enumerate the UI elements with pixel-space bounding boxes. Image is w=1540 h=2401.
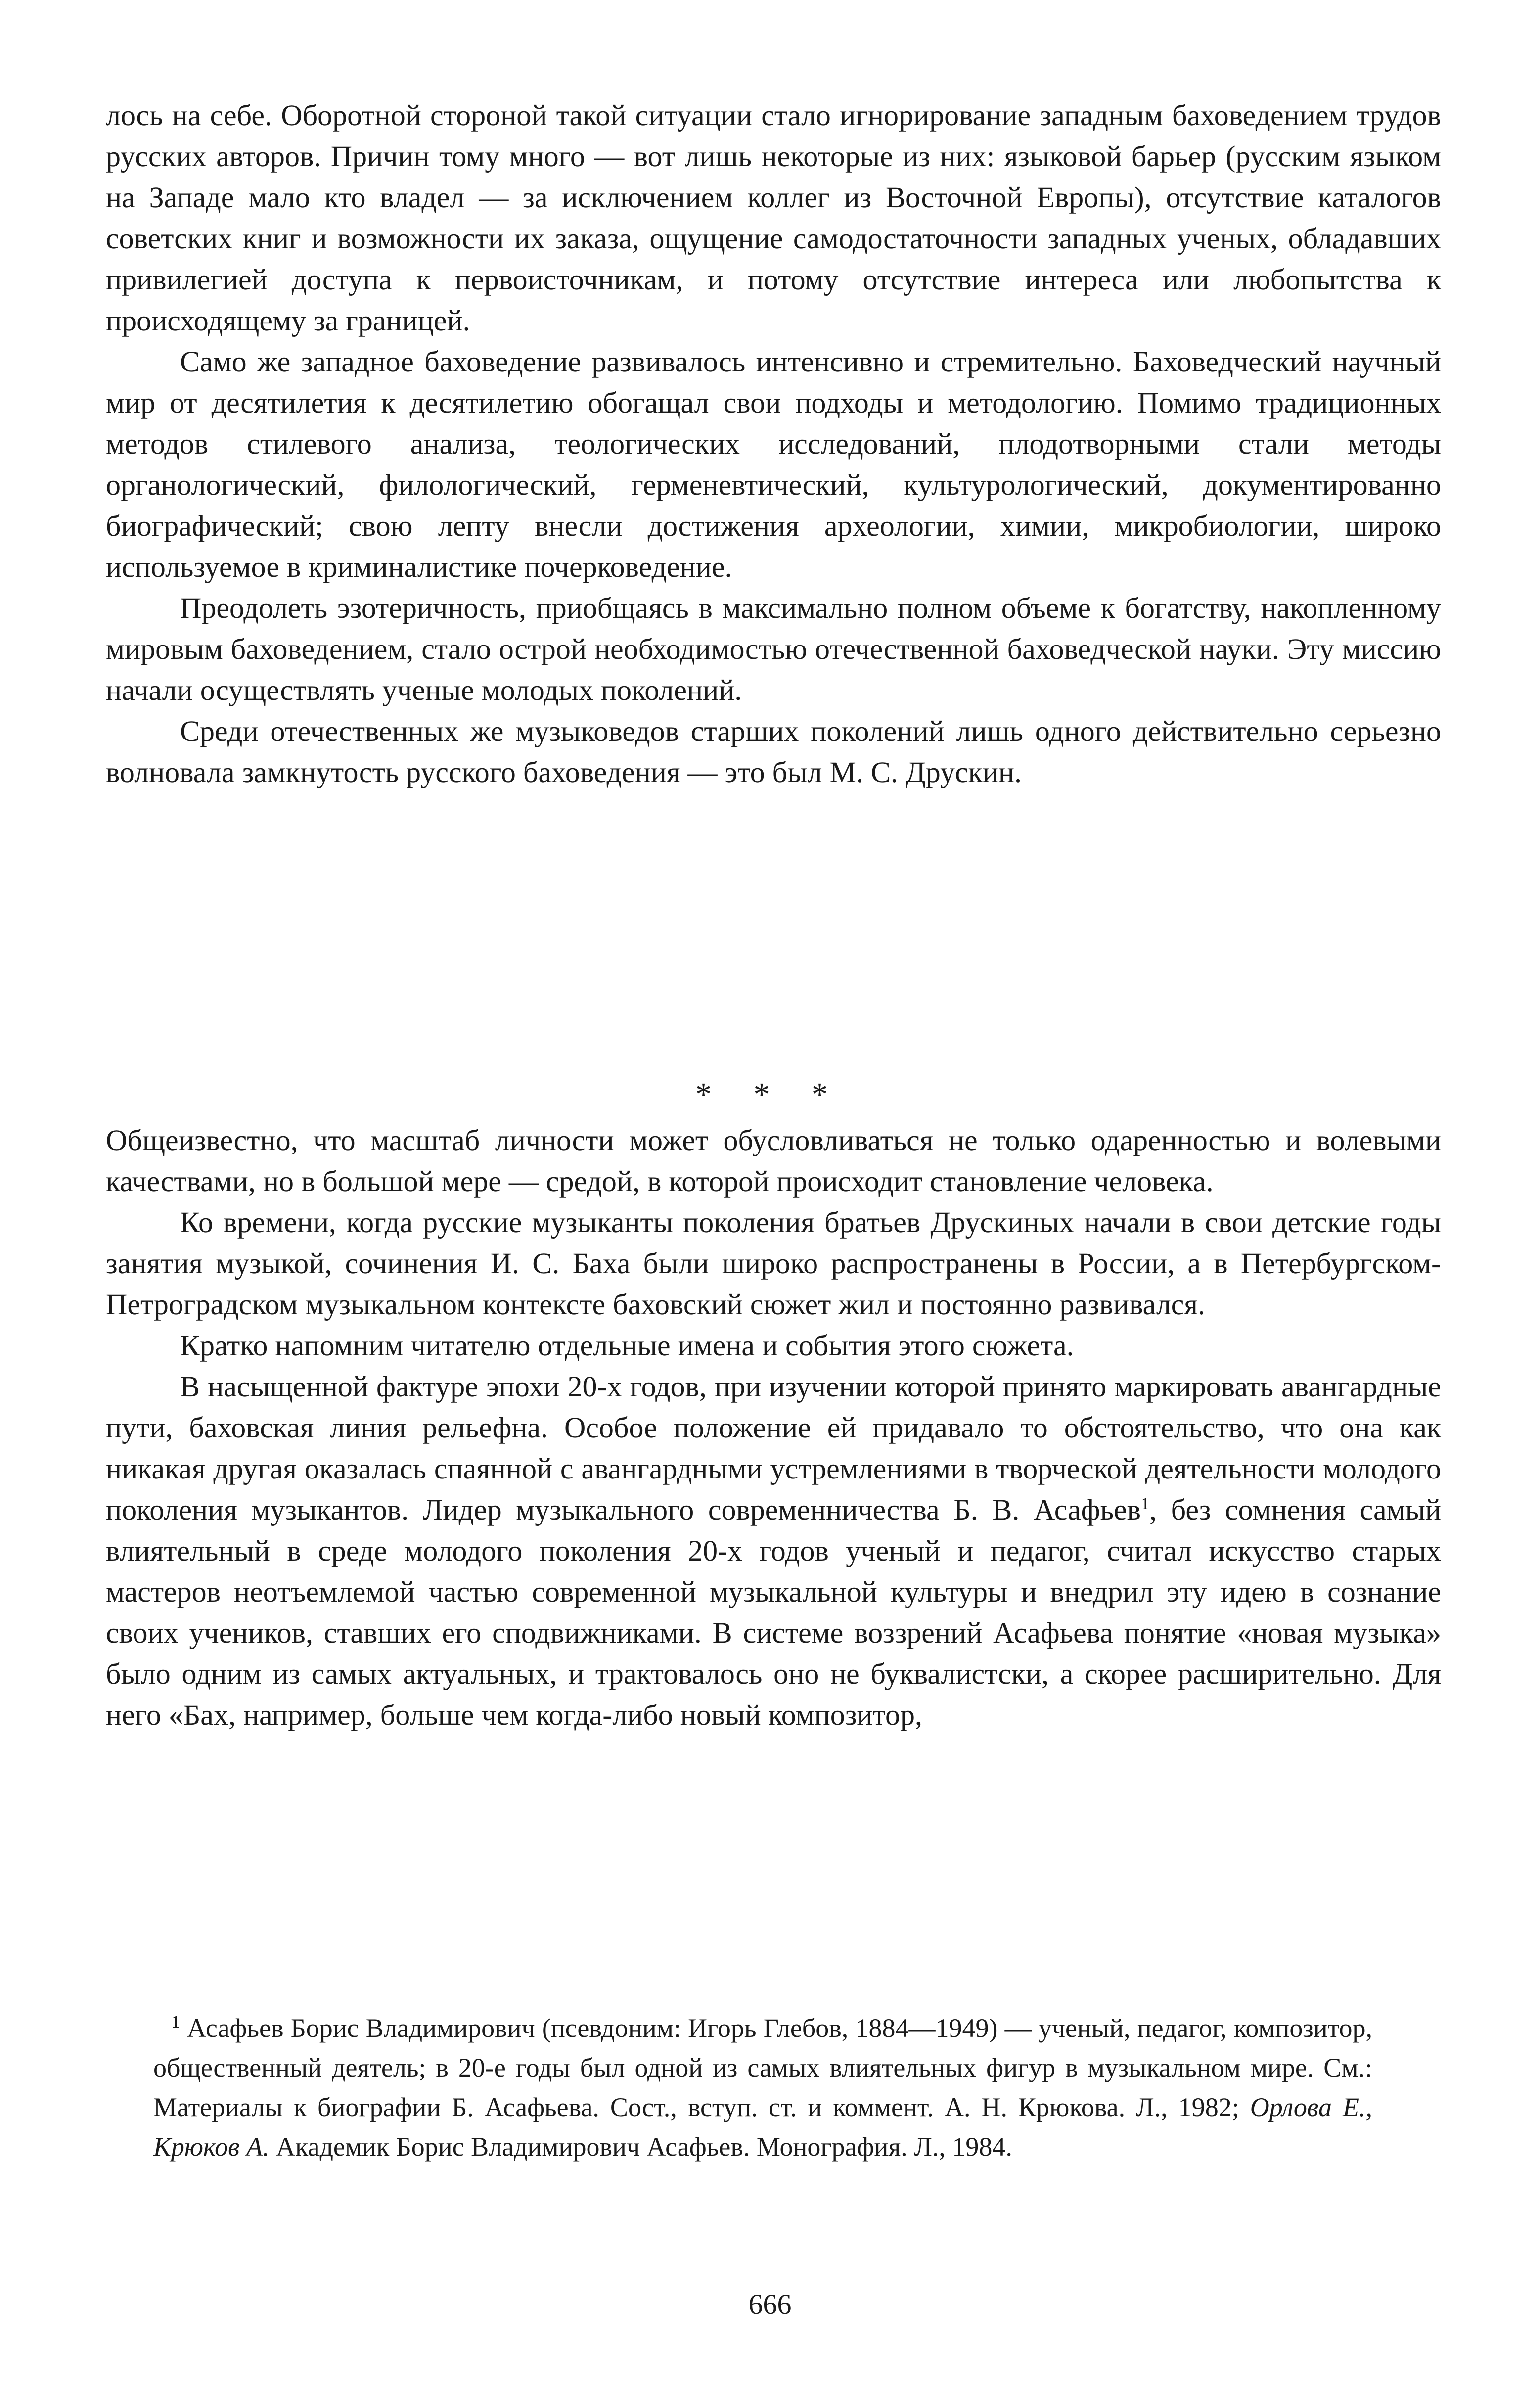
footnotes [153, 2008, 1372, 2167]
paragraph: лось на себе. Оборотной стороной такой ситуации стало игнорирование западным баховедением трудов русских авторов. Причин тому много — вот лишь некоторые из них: языковой барьер (русским языком на Западе мало кто владел — за исключением коллег из Восточной Европы), отсутствие каталогов советских книг и возможности их заказа, ощущение самодостаточности западных ученых, обладавших привилегией доступа к первоисточникам, и потому отсутствие интереса или любопытства к происходящему за границей. [106, 99, 1441, 337]
footnote-authors: Орлова Е., Крюков А. [153, 2092, 1373, 2162]
footnote-reference[interactable]: 1 [1140, 1495, 1149, 1513]
paragraph: Общеизвестно, что масштаб личности может обусловливаться не только одаренностью и волевыми качествами, но в большой мере — средой, в которой происходит становление человека. [106, 1124, 1441, 1198]
paragraph: Кратко напомним читателю отдельные имена и события этого сюжета. [180, 1329, 1074, 1362]
paragraph [106, 1366, 1441, 1736]
footnote-text: Асафьев Борис Владимирович (псевдоним: Игорь Глебов, 1884—1949) — ученый, педагог, композитор, общественный деятель; в 20-е годы был одной из самых влиятельных фигур в музыкальном мире. См.: Материалы к биографии Б. Асафьева. Сост., вступ. ст. и коммент. А. Н. Крюкова. Л., 1982; [153, 2013, 1372, 2122]
paragraph: Само же западное баховедение развивалось интенсивно и стремительно. Баховедческий научный мир от десятилетия к десятилетию обогащал свои подходы и методологию. Помимо традиционных методов стилевого анализа, теологических исследований, плодотворными стали методы органологический, филологический, герменевтический, культурологический, документированно биографический; свою лепту внесли достижения археологии, химии, микробиологии, широко используемое в криминалистике почерковедение. [106, 345, 1441, 583]
paragraph: Преодолеть эзотеричность, приобщаясь в максимально полном объеме к богатству, накопленному мировым баховедением, стало острой необходимостью отечественной баховедческой науки. Эту миссию начали осуществлять ученые молодых поколений. [106, 592, 1441, 706]
paragraph-text: В насыщенной фактуре эпохи 20-х годов, при изучении которой принято маркировать авангардные пути, баховская линия рельефна. Особое положение ей придавало то обстоятельство, что она как никакая другая оказалась спаянной с авангардными устремлениями в творческой деятельности молодого поколения музыкантов. Лидер музыкального современничества Б. В. Асафьев [106, 1370, 1441, 1526]
footnote [153, 2008, 1372, 2167]
page-number: 666 [748, 2288, 792, 2320]
paragraph: Ко времени, когда русские музыканты поколения братьев Друскиных начали в свои детские годы занятия музыкой, сочинения И. С. Баха были широко распространены в России, а в Петербургском-Петроградском музыкальном контексте баховский сюжет жил и постоянно развивался. [106, 1206, 1441, 1321]
paragraph-text: , без сомнения самый влиятельный в среде молодого поколения 20-х годов ученый и педагог, считал искусство старых мастеров неотъемлемой частью современной музыкальной культуры и внедрил эту идею в сознание своих учеников, ставших его сподвижниками. В системе воззрений Асафьева понятие «новая музыка» было одним из самых актуальных, и трактовалось оно не буквалистски, а скорее расширительно. Для него «Бах, например, больше чем когда-либо новый композитор, [106, 1493, 1441, 1731]
body-text-top [106, 95, 1441, 793]
section-separator: * * * [695, 1076, 845, 1112]
footnote-marker: 1 [171, 2012, 180, 2032]
footnote-text-tail: Академик Борис Владимирович Асафьев. Монография. Л., 1984. [269, 2132, 1012, 2162]
body-text-section [106, 1120, 1441, 1736]
paragraph: Среди отечественных же музыковедов старших поколений лишь одного действительно серьезно волновала замкнутость русского баховедения — это был М. С. Друскин. [106, 715, 1441, 788]
